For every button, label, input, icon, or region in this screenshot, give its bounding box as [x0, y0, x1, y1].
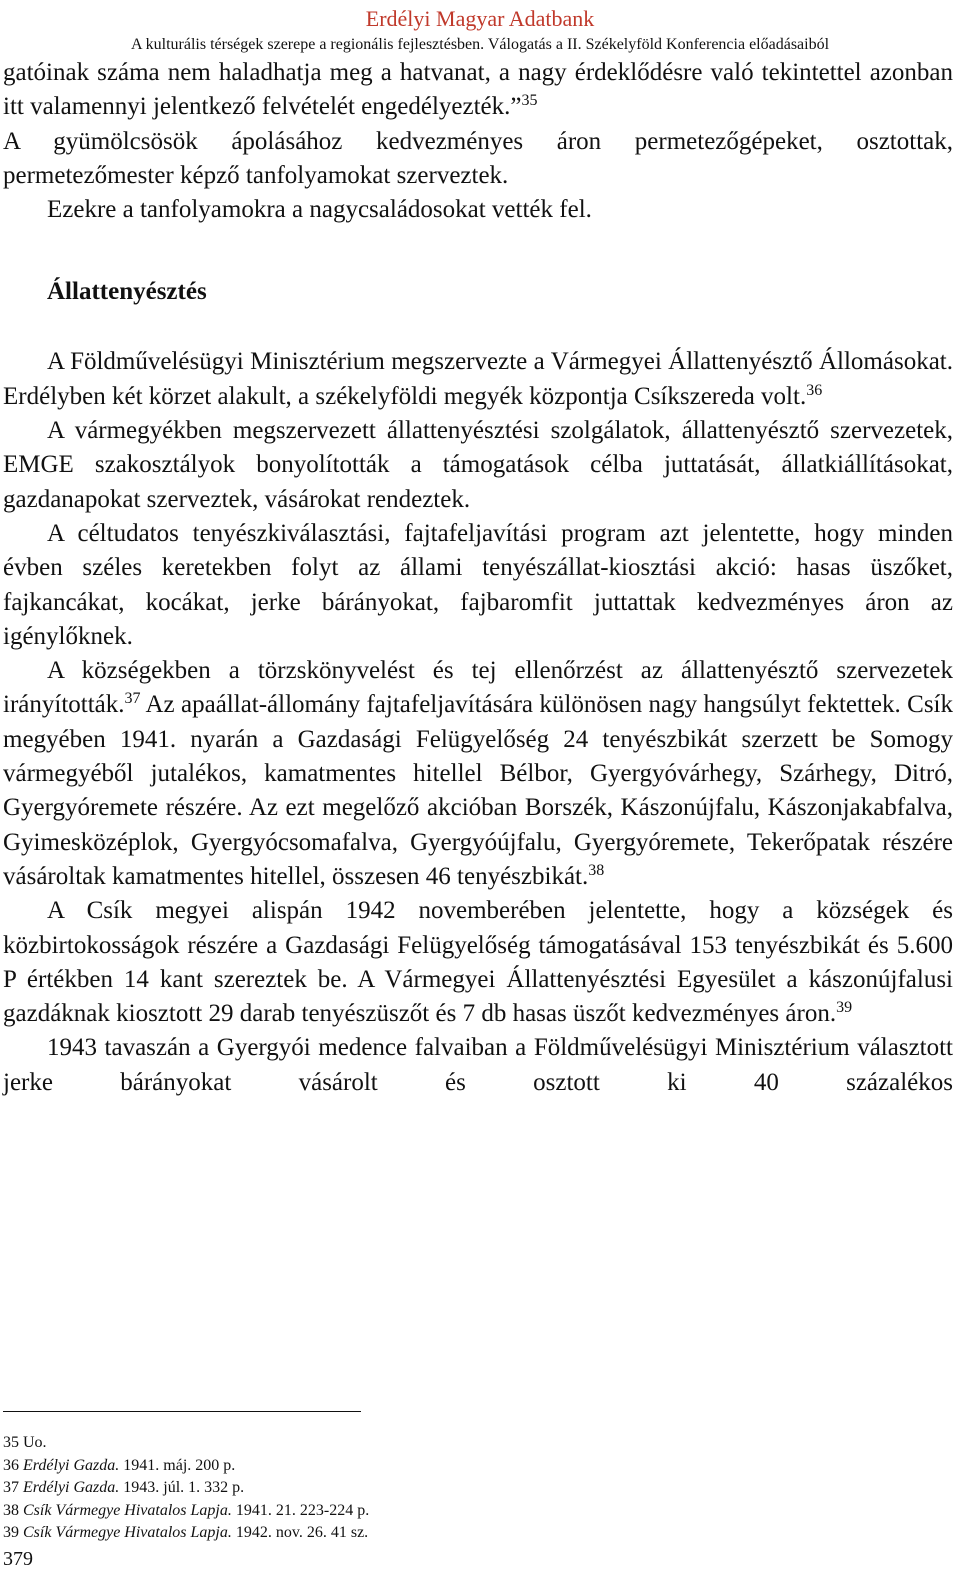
footnote-detail: 1941. máj. 200 p.	[119, 1456, 236, 1474]
section-heading: Állattenyésztés	[47, 278, 207, 306]
paragraph-5: A vármegyékben megszervezett állattenyésztési szolgálatok, állattenyésztő szervezetek, EMGE szakosztályok bonyolították a támogatások célba juttatását, állatkiállításokat, gazdanapokat szerveztek, vásárokat rendeztek.	[3, 417, 953, 513]
footnote-36	[3, 1455, 903, 1478]
footnote-detail: 1942. nov. 26. 41 sz.	[231, 1524, 369, 1541]
footnote-source-title: Erdélyi Gazda.	[23, 1479, 120, 1496]
paragraph-6: A céltudatos tenyészkiválasztási, fajtafeljavítási program azt jelentette, hogy minden évben széles keretekben folyt az állami tenyészállat-kiosztási akció: hasas üszőket, fajkancákat, kocákat, jerke bárányokat, fajbaromfit juttattak kedvezményes áron az igénylőknek.	[3, 519, 953, 650]
paragraph-8-text: A Csík megyei alispán 1942 novemberében jelentette, hogy a községek és közbirtokosságok részére a Gazdasági Felügyelőség támogatásával 153 tenyészbikát és 5.600 P értékben 14 kant szereztek be. A Vármegyei Állattenyésztési Egyesület a kászonújfalusi gazdáknak kiosztott 29 darab tenyészüszőt és 7 db hasas üszőt kedvezményes áron.	[3, 897, 953, 1028]
footnote-38	[3, 1500, 903, 1523]
footnote-divider	[3, 1411, 361, 1412]
footnote-ref-35: 35	[521, 92, 538, 110]
footnote-ref-36: 36	[806, 381, 823, 399]
footnote-ref-37: 37	[124, 690, 141, 708]
footnote-number: 38	[3, 1501, 19, 1519]
paragraph-7-text-b: Az apaállat-állomány fajtafeljavítására különösen nagy hangsúlyt fektettek. Csík megyében 1941. nyarán a Gazdasági Felügyelőség 24 tenyészbikát szerzett be Somogy vármegyéből jutalékos, kamatmentes hitellel Bélbor, Gyergyóvárhegy, Szárhegy, Ditró, Gyergyóremete részére. Az ezt megelőző akcióban Borszék, Kászonújfalu, Kászonjakabfalva, Gyimesközéplok, Gyergyócsomafalva, Gyergyóújfalu, Gyergyóremete, Tekerőpatak részére vásároltak kamatmentes hitellel, összesen 46 tenyészbikát.	[3, 691, 953, 890]
site-title: Erdélyi Magyar Adatbank	[365, 6, 595, 31]
footnote-ref-38: 38	[588, 861, 605, 879]
page-number: 379	[3, 1548, 33, 1570]
footnote-39	[3, 1522, 903, 1545]
paragraph-1-text: gatóinak száma nem haladhatja meg a hatvanat, a nagy érdeklődésre való tekintettel azonban itt valamennyi jelentkező felvételét engedélyezték.”	[3, 59, 953, 121]
footnote-ref-39: 39	[836, 999, 853, 1017]
footnote-source-title: Erdélyi Gazda.	[23, 1456, 120, 1474]
paragraph-2: A gyümölcsösök ápolásához kedvezményes áron permetezőgépeket, osztottak, permetezőmester képző tanfolyamokat szerveztek.	[3, 127, 953, 189]
footnote-detail: Uo.	[19, 1434, 47, 1451]
paragraph-3: Ezekre a tanfolyamokra a nagycsaládosokat vették fel.	[47, 196, 592, 224]
paragraph-7-text-a: A községekben a törzskönyvelést és tej ellenőrzést az állattenyésztő szervezetek irányították.	[3, 657, 953, 719]
footnote-source-title: Csík Vármegye Hivatalos Lapja.	[23, 1524, 232, 1541]
footnote-number: 37	[3, 1479, 19, 1496]
footnote-source-title: Csík Vármegye Hivatalos Lapja.	[23, 1501, 232, 1519]
footnote-detail: 1943. júl. 1. 332 p.	[119, 1479, 245, 1496]
footnote-number: 36	[3, 1456, 19, 1474]
paragraph-1	[3, 56, 953, 125]
footnote-37	[3, 1477, 903, 1500]
footnote-number: 39	[3, 1524, 19, 1541]
paragraph-7	[3, 654, 953, 894]
footnote-number: 35	[3, 1434, 19, 1451]
page-header	[0, 6, 960, 55]
paragraph-9: 1943 tavaszán a Gyergyói medence falvaiban a Földművelésügyi Minisztérium választott jerke bárányokat vásárolt és osztott ki 40 százalékos	[3, 1034, 953, 1096]
publication-subtitle: A kulturális térségek szerepe a regionális fejlesztésben. Válogatás a II. Székelyföld Konferencia előadásaiból	[130, 36, 830, 53]
paragraph-4	[3, 345, 953, 414]
paragraph-4-text: A Földművelésügyi Minisztérium megszervezte a Vármegyei Állattenyésztő Állomásokat. Erdélyben két körzet alakult, a székelyföldi megyék központja Csíkszereda volt.	[3, 348, 953, 410]
main-text	[3, 56, 953, 1100]
footnote-detail: 1941. 21. 223-224 p.	[231, 1501, 370, 1519]
footnote-35	[3, 1432, 903, 1455]
paragraph-8	[3, 894, 953, 1031]
footnotes	[3, 1432, 903, 1545]
